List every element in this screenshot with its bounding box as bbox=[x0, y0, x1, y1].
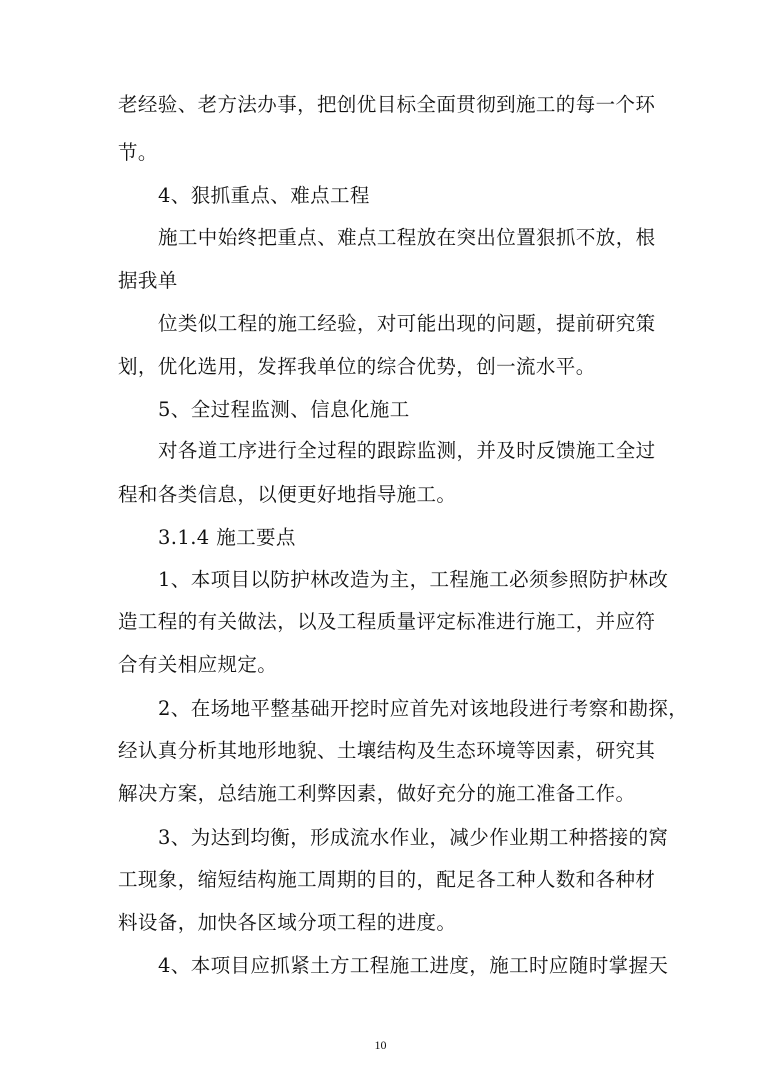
text-line: 程和各类信息，以便更好地指导施工。 bbox=[118, 483, 457, 506]
text-line: 造工程的有关做法，以及工程质量评定标准进行施工，并应符 bbox=[118, 610, 656, 633]
text-line: 4、本项目应抓紧土方工程施工进度，施工时应随时掌握天 bbox=[158, 954, 669, 977]
text-line: 节。 bbox=[118, 141, 158, 164]
text-line: 老经验、老方法办事，把创优目标全面贯彻到施工的每一个环 bbox=[118, 93, 656, 116]
text-line: 1、本项目以防护林改造为主，工程施工必须参照防护林改 bbox=[158, 568, 669, 591]
page-number: 10 bbox=[374, 1038, 387, 1052]
text-line: 施工中始终把重点、难点工程放在突出位置狠抓不放，根 bbox=[158, 226, 656, 249]
text-line: 工现象，缩短结构施工周期的目的，配足各工种人数和各种材 bbox=[118, 868, 656, 891]
text-line: 位类似工程的施工经验，对可能出现的问题，提前研究策 bbox=[158, 312, 656, 335]
text-line: 合有关相应规定。 bbox=[118, 653, 278, 676]
text-line: 解决方案，总结施工利弊因素，做好充分的施工准备工作。 bbox=[118, 782, 636, 805]
section-heading: 5、全过程监测、信息化施工 bbox=[158, 398, 410, 421]
text-line: 经认真分析其地形地貌、土壤结构及生态环境等因素，研究其 bbox=[118, 739, 656, 762]
section-heading: 4、狠抓重点、难点工程 bbox=[158, 184, 370, 207]
text-line: 3、为达到均衡，形成流水作业，减少作业期工种搭接的窝 bbox=[158, 826, 669, 849]
text-line: 2、在场地平整基础开挖时应首先对该地段进行考察和勘探， bbox=[158, 697, 689, 720]
section-heading: 3.1.4 施工要点 bbox=[158, 526, 296, 549]
text-line: 划，优化选用，发挥我单位的综合优势，创一流水平。 bbox=[118, 355, 596, 378]
text-line: 对各道工序进行全过程的跟踪监测，并及时反馈施工全过 bbox=[158, 439, 656, 462]
text-line: 料设备，加快各区域分项工程的进度。 bbox=[118, 911, 457, 934]
text-line: 据我单 bbox=[118, 269, 178, 292]
